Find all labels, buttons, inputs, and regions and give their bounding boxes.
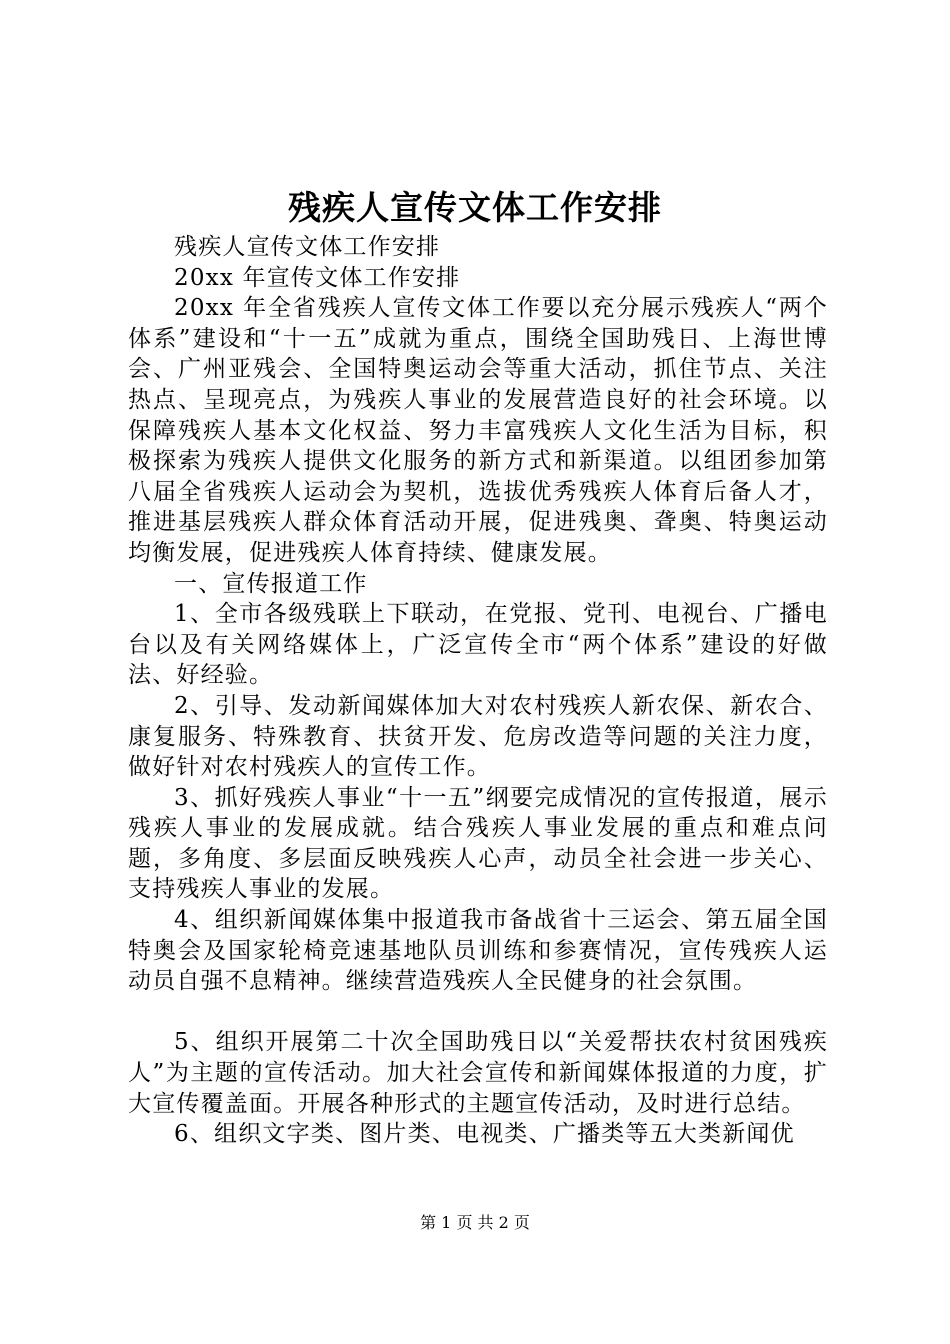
- body-paragraph: 残疾人宣传文体工作安排: [174, 234, 441, 260]
- document-title: 残疾人宣传文体工作安排: [288, 188, 662, 227]
- body-paragraph: 1、全市各级残联上下联动，在党报、党刊、电视台、广播电台以及有关网络媒体上，广泛宣传全市“两个体系”建设的好做法、好经验。: [128, 601, 828, 689]
- body-paragraph: 6、组织文字类、图片类、电视类、广播类等五大类新闻优: [174, 1121, 795, 1148]
- body-paragraph: 20xx 年全省残疾人宣传文体工作要以充分展示残疾人“两个体系”建设和“十一五”成就为重点，围绕全国助残日、上海世博会、广州亚残会、全国特奥运动会等重大活动，抓住节点、关注热点、呈现亮点，为残疾人事业的发展营造良好的社会环境。以保障残疾人基本文化权益、努力丰富残疾人文化生活为目标，积极探索为残疾人提供文化服务的新方式和新渠道。以组团参加第八届全省残疾人运动会为契机，选拔优秀残疾人体育后备人才，推进基层残疾人群众体育活动开展，促进残奥、聋奥、特奥运动均衡发展，促进残疾人体育持续、健康发展。: [128, 295, 828, 566]
- body-paragraph: 20xx 年宣传文体工作安排: [174, 264, 461, 291]
- body-paragraph: 2、引导、发动新闻媒体加大对农村残疾人新农保、新农合、康复服务、特殊教育、扶贫开发、危房改造等问题的关注力度，做好针对农村残疾人的宣传工作。: [128, 692, 828, 781]
- body-paragraph: 5、组织开展第二十次全国助残日以“关爱帮扶农村贫困残疾人”为主题的宣传活动。加大社会宣传和新闻媒体报道的力度，扩大宣传覆盖面。开展各种形式的主题宣传活动，及时进行总结。: [128, 1029, 828, 1117]
- body-paragraph: 4、组织新闻媒体集中报道我市备战省十三运会、第五届全国特奥会及国家轮椅竞速基地队员训练和参赛情况，宣传残疾人运动员自强不息精神。继续营造残疾人全民健身的社会氛围。: [128, 907, 828, 995]
- section-heading: 一、宣传报道工作: [174, 570, 368, 597]
- body-paragraph: 3、抓好残疾人事业“十一五”纲要完成情况的宣传报道，展示残疾人事业的发展成就。结合残疾人事业发展的重点和难点问题，多角度、多层面反映残疾人心声，动员全社会进一步关心、支持残疾人事业的发展。: [128, 784, 828, 903]
- page-number-footer: 第 1 页 共 2 页: [420, 1213, 530, 1232]
- document-body: [128, 232, 828, 1150]
